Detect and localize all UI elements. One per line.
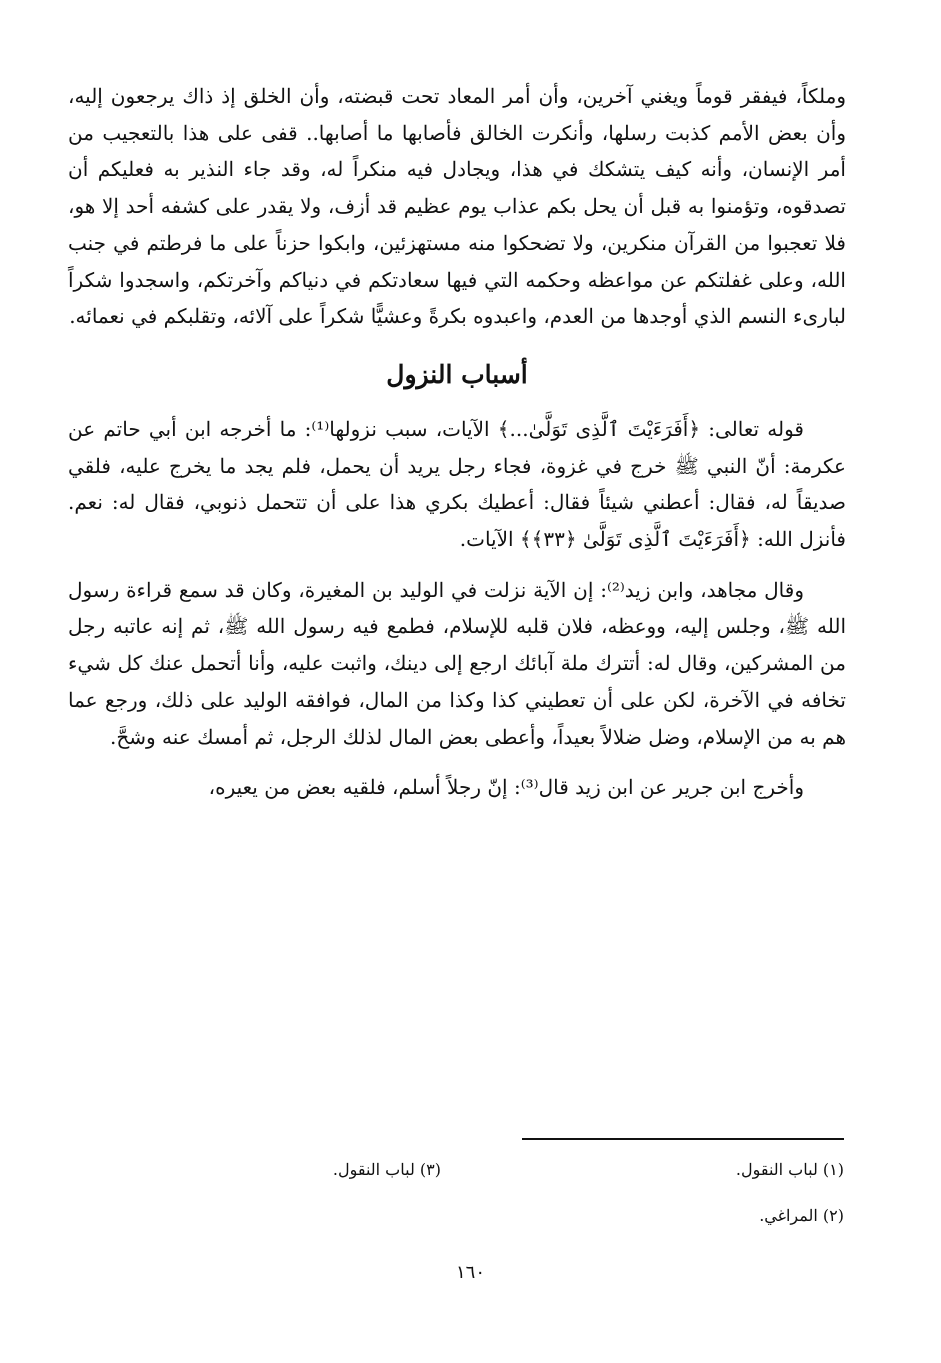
page-number: ١٦٠ [455,1262,485,1283]
paragraph-1: قوله تعالى: ﴿أَفَرَءَيْتَ ٱلَّذِى تَوَلَّىٰ...﴾ الآيات، سبب نزولها⁽¹⁾: ما أخرجه ابن أبي حاتم عن عكرمة: أنّ النبي ﷺ خرج في غزوة، فجاء رجل يريد أن يحمل، فلم يجد ما يخرج عليه، فلقي صديقاً له، فقال: أعطني شيئاً فقال: أعطيك بكري هذا على أن تتحمل ذنوبي، فقال له: نعم. فأنزل الله: ﴿أَفَرَءَيْتَ ٱلَّذِى تَوَلَّىٰ ﴿٣٣﴾﴾ الآيات. [68,416,846,552]
footnote-divider [522,1138,844,1140]
section-title: أسباب النزول [386,359,528,389]
footnote-2: (٢) المراغي. [759,1206,844,1225]
intro-paragraph: وملكاً، فيفقر قوماً ويغني آخرين، وأن أمر المعاد تحت قبضته، وأن الخلق إذ ذاك يرجعون إليه، وأن بعض الأمم كذبت رسلها، وأنكرت الخالق فأصابها ما أصابها.. قفى على هذا بالتعجيب من أمر الإنسان، وأنه كيف يتشكك في هذا، ويجادل فيه منكراً له، وقد جاء النذير به فعليكم أن تصدقوه، وتؤمنوا به قبل أن يحل بكم عذاب يوم عظيم قد أزف، ولا يقدر على كشفه أحد إلا هو، فلا تعجبوا من القرآن منكرين، ولا تضحكوا منه مستهزئين، وابكوا حزناً على ما فرطتم في جنب الله، وعلى غفلتكم عن مواعظه وحكمه التي فيها سعادتكم في دنياكم وآخرتكم، واسجدوا شكراً لبارىء النسم الذي أوجدها من العدم، واعبدوه بكرةً وعشيًّا شكراً على آلائه، وتقلبكم في نعمائه. [68,84,846,329]
paragraph-2: وقال مجاهد، وابن زيد⁽²⁾: إن الآية نزلت في الوليد بن المغيرة، وكان قد سمع قراءة رسول الله ﷺ، وجلس إليه، ووعظه، فلان قلبه للإسلام، فطمع فيه رسول الله ﷺ، ثم إنه عاتبه رجل من المشركين، وقال له: أتترك ملة آبائك ارجع إلى دينك، واثبت عليه، وأنا أتحمل عنك كل شيء تخافه في الآخرة، لكن على أن تعطيني كذا وكذا من المال، فوافقه الوليد على ذلك، ورجع عما هم به من الإسلام، وضل ضلالاً بعيداً، وأعطى بعض المال لذلك الرجل، ثم أمسك عنه وشحَّ. [68,577,846,749]
page-body [68,78,846,806]
footnote-1: (١) لباب النقول. [735,1160,844,1179]
paragraph-3: وأخرج ابن جرير عن ابن زيد قال⁽³⁾: إنّ رجلاً أسلم، فلقيه بعض من يعيره، [208,775,804,800]
footnote-3: (٣) لباب النقول. [332,1160,441,1179]
